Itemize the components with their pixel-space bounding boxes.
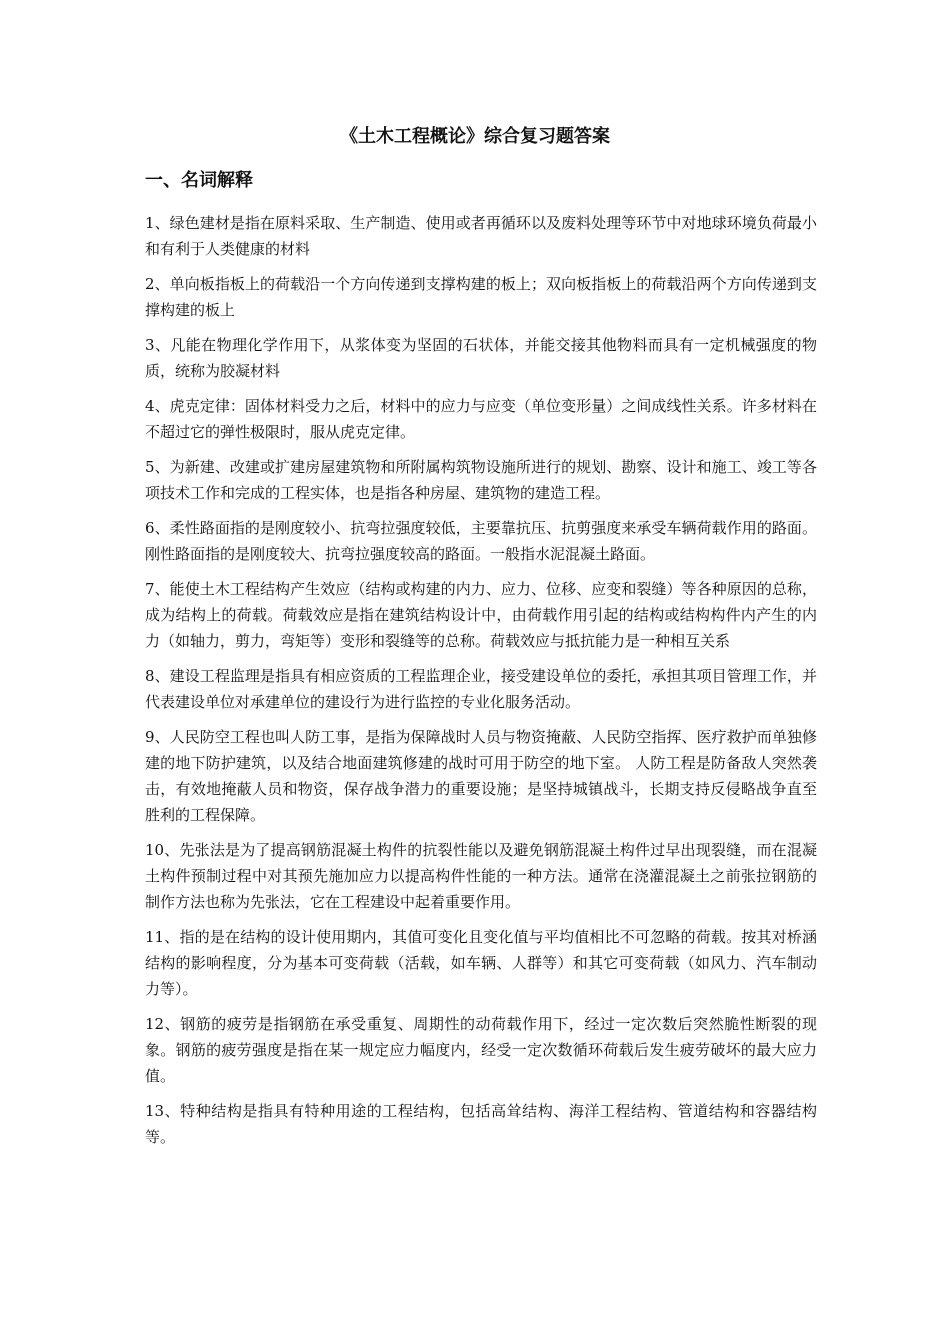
definition-item: 8、建设工程监理是指具有相应资质的工程监理企业，接受建设单位的委托，承担其项目管理工作，并代表建设单位对承建单位的建设行为进行监控的专业化服务活动。 bbox=[145, 667, 817, 711]
definitions-list bbox=[145, 210, 817, 1159]
definition-item: 10、先张法是为了提高钢筋混凝土构件的抗裂性能以及避免钢筋混凝土构件过早出现裂缝，而在混凝土构件预制过程中对其预先施加应力以提高构件性能的一种方法。通常在浇灌混凝土之前张拉钢筋的制作方法也称为先张法，它在工程建设中起着重要作用。 bbox=[145, 841, 817, 911]
definition-item: 11、指的是在结构的设计使用期内，其值可变化且变化值与平均值相比不可忽略的荷载。按其对桥涵结构的影响程度，分为基本可变荷载（活载，如车辆、人群等）和其它可变荷载（如风力、汽车制动力等）。 bbox=[145, 928, 817, 998]
definition-item: 6、柔性路面指的是刚度较小、抗弯拉强度较低，主要靠抗压、抗剪强度来承受车辆荷载作用的路面。刚性路面指的是刚度较大、抗弯拉强度较高的路面。一般指水泥混凝土路面。 bbox=[145, 519, 817, 563]
section-heading: 一、名词解释 bbox=[145, 170, 253, 191]
definition-item: 13、特种结构是指具有特种用途的工程结构，包括高耸结构、海洋工程结构、管道结构和容器结构等。 bbox=[145, 1102, 817, 1146]
definition-item: 5、为新建、改建或扩建房屋建筑物和所附属构筑物设施所进行的规划、勘察、设计和施工、竣工等各项技术工作和完成的工程实体，也是指各种房屋、建筑物的建造工程。 bbox=[145, 458, 817, 502]
definition-item: 9、人民防空工程也叫人防工事，是指为保障战时人员与物资掩蔽、人民防空指挥、医疗救护而单独修建的地下防护建筑，以及结合地面建筑修建的战时可用于防空的地下室。 人防工程是防备敌人突然袭击，有效地掩蔽人员和物资，保存战争潜力的重要设施；是坚持城镇战斗，长期支持反侵略战争直至胜利的工程保障。 bbox=[145, 728, 817, 824]
document-title: 《土木工程概论》综合复习题答案 bbox=[340, 126, 610, 147]
definition-item: 12、钢筋的疲劳是指钢筋在承受重复、周期性的动荷载作用下，经过一定次数后突然脆性断裂的现象。钢筋的疲劳强度是指在某一规定应力幅度内，经受一定次数循环荷载后发生疲劳破坏的最大应力值。 bbox=[145, 1015, 817, 1085]
definition-item: 1、绿色建材是指在原料采取、生产制造、使用或者再循环以及废料处理等环节中对地球环境负荷最小和有利于人类健康的材料 bbox=[145, 214, 817, 258]
definition-item: 3、凡能在物理化学作用下，从浆体变为坚固的石状体，并能交接其他物料而具有一定机械强度的物质，统称为胶凝材料 bbox=[145, 336, 817, 380]
definition-item: 2、单向板指板上的荷载沿一个方向传递到支撑构建的板上；双向板指板上的荷载沿两个方向传递到支撑构建的板上 bbox=[145, 275, 817, 319]
definition-item: 7、能使土木工程结构产生效应（结构或构建的内力、应力、位移、应变和裂缝）等各种原因的总称，成为结构上的荷载。荷载效应是指在建筑结构设计中，由荷载作用引起的结构或结构构件内产生的内力（如轴力，剪力，弯矩等）变形和裂缝等的总称。荷载效应与抵抗能力是一种相互关系 bbox=[145, 580, 817, 650]
definition-item: 4、虎克定律：固体材料受力之后，材料中的应力与应变（单位变形量）之间成线性关系。许多材料在不超过它的弹性极限时，服从虎克定律。 bbox=[145, 397, 817, 441]
